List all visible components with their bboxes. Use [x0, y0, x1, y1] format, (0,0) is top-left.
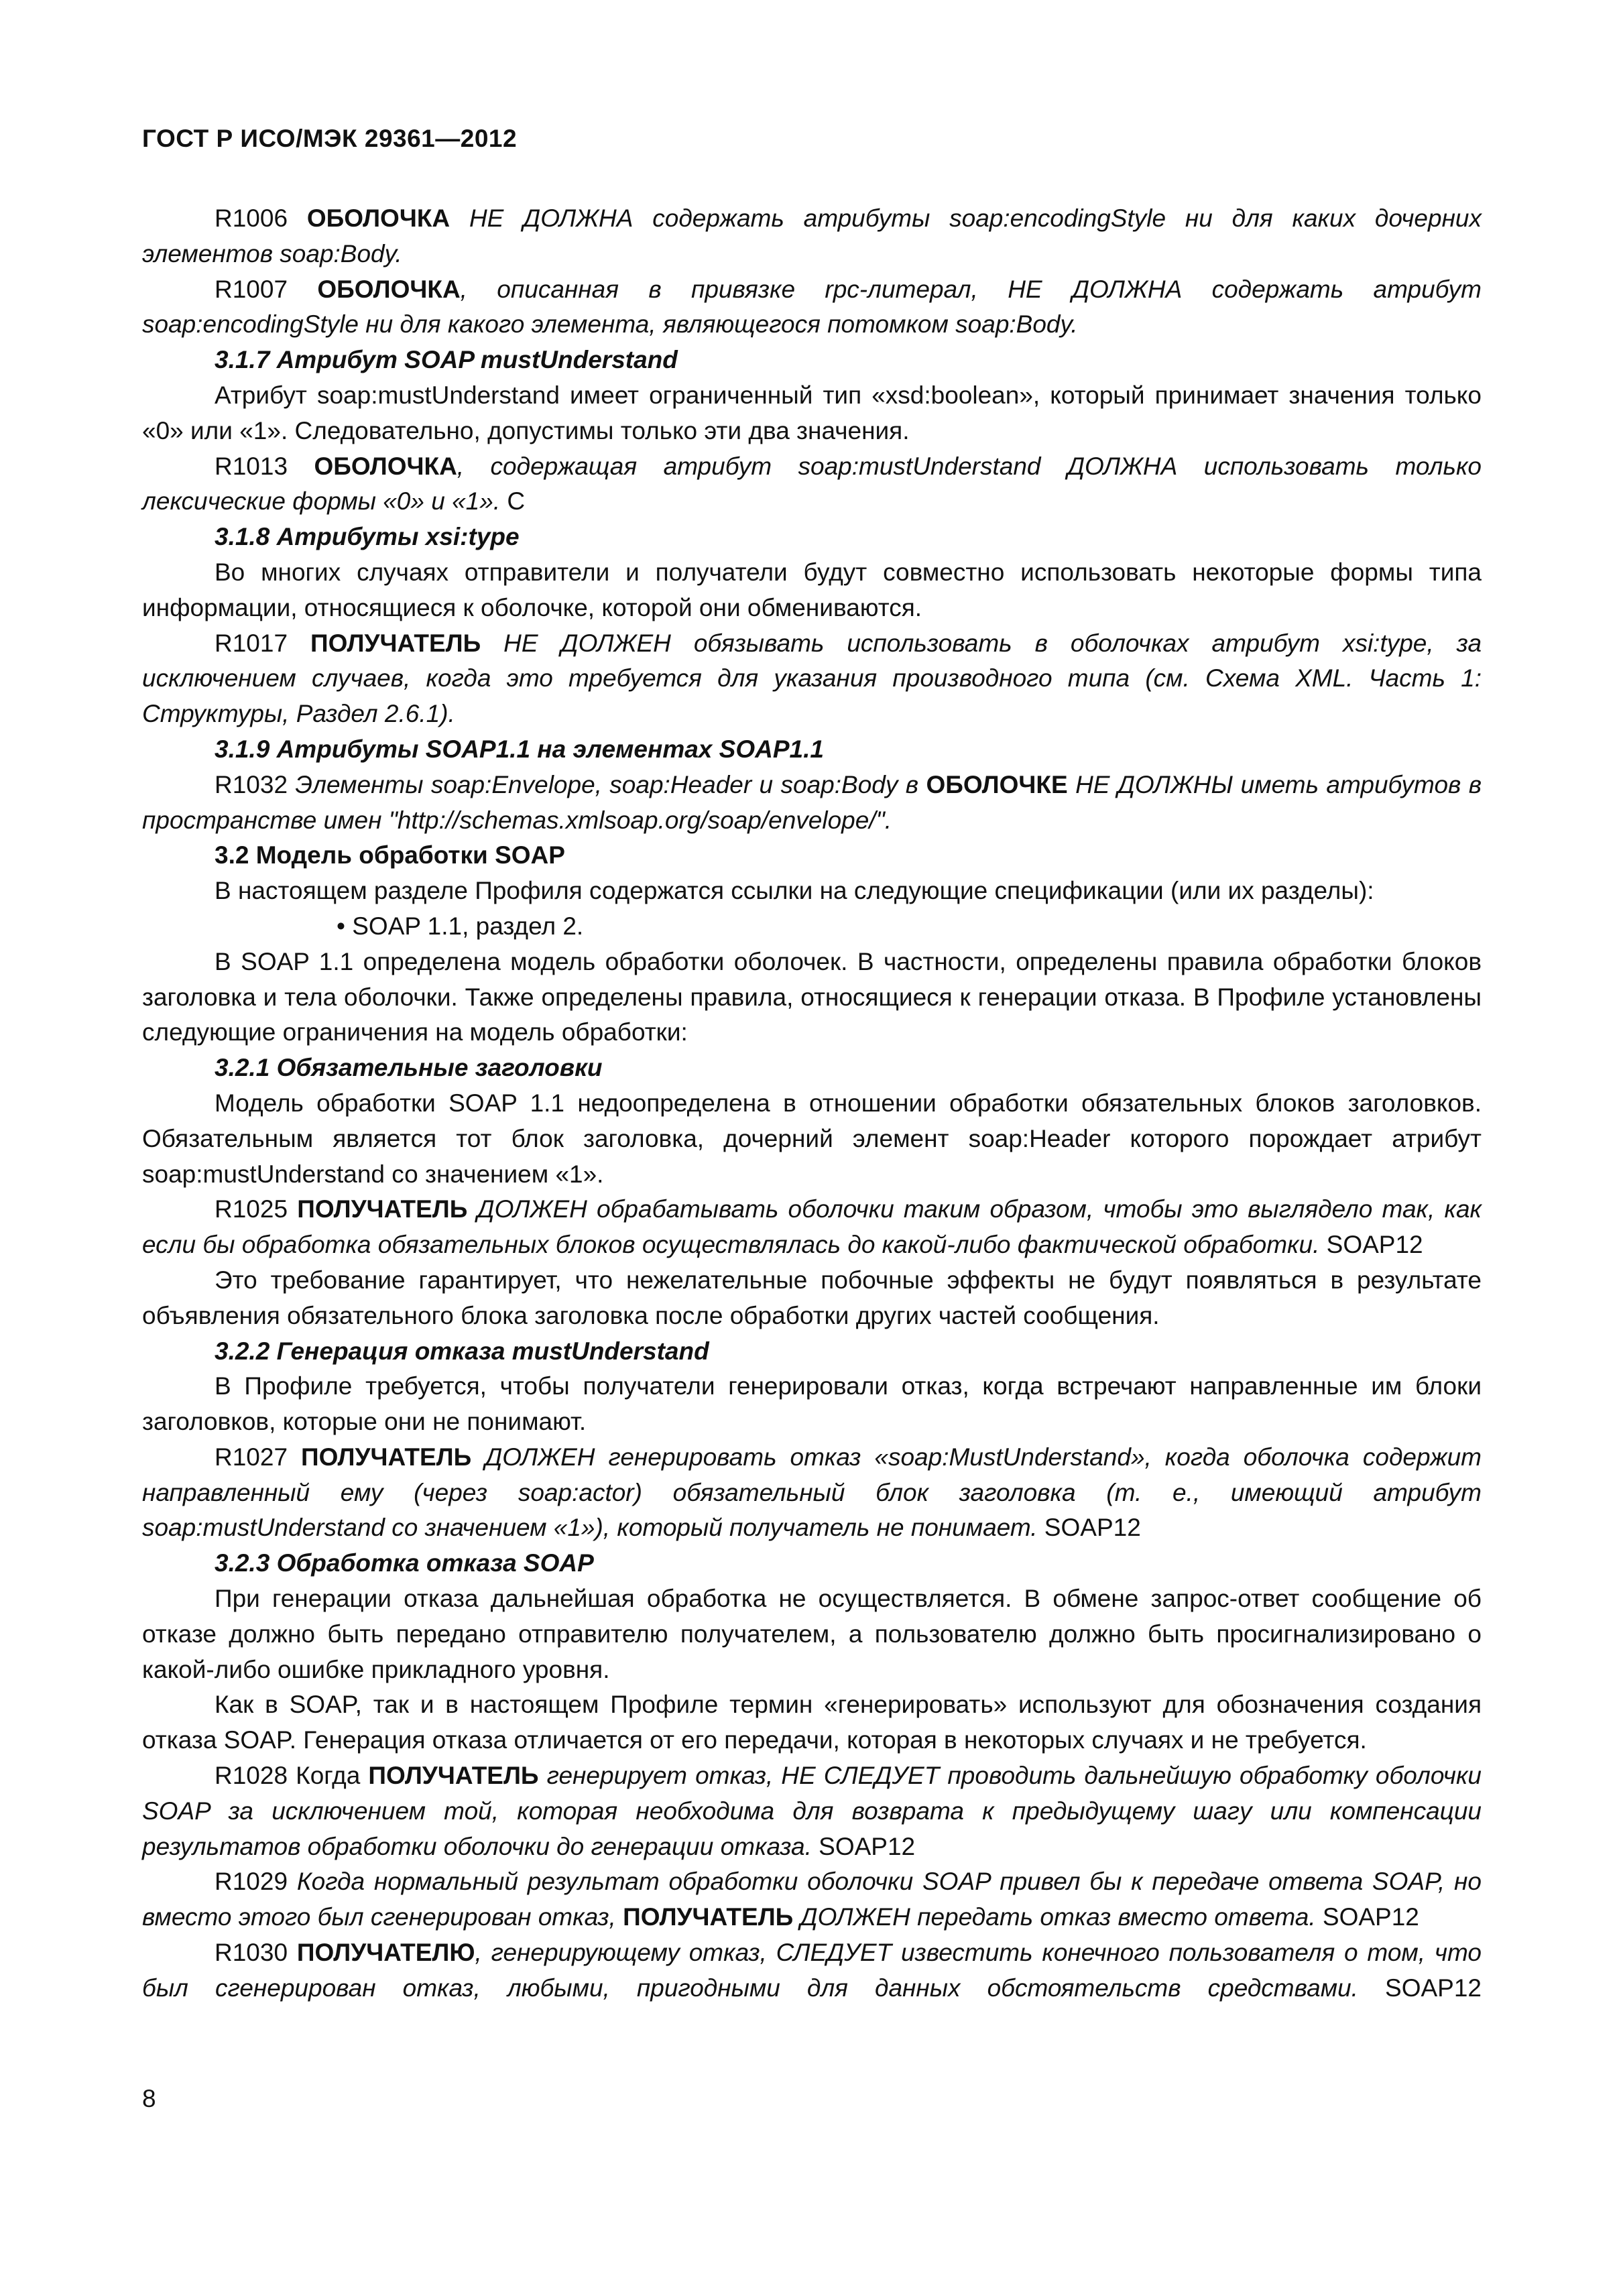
- requirement-text: ДОЛЖЕН генерировать отказ «soap:MustUnderstand», когда оболочка содержит направленный ему (через soap:actor) обязательный блок заголовка (т. е., имеющий атрибут soap:mustUnderstand со значением «1»), который получатель не понимает.: [142, 1443, 1482, 1542]
- requirement-r1006: [142, 201, 1482, 272]
- section-heading-3-1-9: 3.1.9 Атрибуты SOAP1.1 на элементах SOAP1.1: [215, 735, 824, 763]
- requirement-subject: ОБОЛОЧКА: [314, 452, 457, 480]
- requirement-subject: ПОЛУЧАТЕЛЬ: [623, 1903, 794, 1931]
- requirement-code: R1025: [215, 1195, 288, 1223]
- section-heading-3-1-8: 3.1.8 Атрибуты xsi:type: [215, 523, 520, 551]
- section-heading-3-2-3: 3.2.3 Обработка отказа SOAP: [215, 1549, 594, 1577]
- section-heading-3-1-7: 3.1.7 Атрибут SOAP mustUnderstand: [215, 346, 678, 374]
- requirement-text: НЕ ДОЛЖНА содержать атрибуты soap:encodingStyle ни для каких дочерних элементов soap:Body.: [142, 204, 1482, 267]
- paragraph: Во многих случаях отправители и получатели будут совместно использовать некоторые формы типа информации, относящиеся к оболочке, которой они обмениваются.: [142, 558, 1482, 621]
- section-heading-3-2-2: 3.2.2 Генерация отказа mustUnderstand: [215, 1337, 709, 1365]
- requirement-text: , содержащая атрибут soap:mustUnderstand ДОЛЖНА использовать только лексические формы «0» и «1».: [142, 452, 1482, 516]
- requirement-subject: ОБОЛОЧКА: [317, 275, 461, 303]
- paragraph: В SOAP 1.1 определена модель обработки оболочек. В частности, определены правила обработки блоков заголовка и тела оболочки. Также определены правила, относящиеся к генерации отказа. В Профиле установлены следующие ограничения на модель обработки:: [142, 947, 1482, 1046]
- requirement-r1029: [142, 1864, 1482, 1935]
- requirement-code: R1013: [215, 452, 288, 480]
- page-number: 8: [142, 2085, 156, 2112]
- requirement-subject: ОБОЛОЧКЕ: [926, 770, 1068, 798]
- requirement-code: R1028 Когда: [215, 1762, 361, 1790]
- requirement-code: R1006: [215, 204, 288, 232]
- requirement-r1025: [142, 1192, 1482, 1263]
- requirement-r1032: [142, 768, 1482, 839]
- requirement-subject: ПОЛУЧАТЕЛЬ: [310, 629, 481, 657]
- section-heading-3-2: 3.2 Модель обработки SOAP: [215, 841, 565, 869]
- standard-header: ГОСТ Р ИСО/МЭК 29361—2012: [142, 125, 518, 152]
- requirement-pre: Элементы soap:Envelope, soap:Header и soap:Body в: [295, 770, 919, 798]
- requirement-r1007: [142, 272, 1482, 343]
- requirement-suffix: SOAP12: [1315, 1903, 1419, 1931]
- requirement-r1013: [142, 449, 1482, 520]
- requirement-subject: ПОЛУЧАТЕЛЮ: [296, 1939, 475, 1967]
- requirement-code: R1027: [215, 1443, 288, 1471]
- requirement-subject: ОБОЛОЧКА: [306, 204, 450, 232]
- paragraph: Модель обработки SOAP 1.1 недоопределена в отношении обработки обязательных блоков заголовков. Обязательным является тот блок заголовка, дочерний элемент soap:Header которого порождает атрибут soap:mustUnderstand со значением «1».: [142, 1089, 1482, 1188]
- paragraph: Как в SOAP, так и в настоящем Профиле термин «генерировать» используют для обозначения создания отказа SOAP. Генерация отказа отличается от его передачи, которая в некоторых случаях и не требуется.: [142, 1691, 1482, 1754]
- paragraph: Атрибут soap:mustUnderstand имеет ограниченный тип «xsd:boolean», который принимает значения только «0» или «1». Следовательно, допустимы только эти два значения.: [142, 381, 1482, 444]
- requirement-pre: Когда нормальный результат обработки оболочки SOAP привел бы к передаче ответа SOAP, но вместо этого был сгенерирован отказ,: [142, 1868, 1482, 1931]
- paragraph: В настоящем разделе Профиля содержатся ссылки на следующие спецификации (или их разделы):: [215, 877, 1374, 905]
- requirement-text: ДОЛЖЕН обрабатывать оболочки таким образом, чтобы это выглядело так, как если бы обработка обязательных блоков осуществлялась до какой-либо фактической обработки.: [142, 1195, 1482, 1259]
- requirement-suffix: C: [500, 487, 526, 516]
- requirement-text: НЕ ДОЛЖЕН обязывать использовать в оболочках атрибут xsi:type, за исключением случаев, когда это требуется для указания производного типа (см. Схема XML. Часть 1: Структуры, Раздел 2.6.1).: [142, 629, 1482, 728]
- requirement-r1028: [142, 1758, 1482, 1864]
- requirement-suffix: SOAP12: [1037, 1514, 1141, 1542]
- requirement-code: R1030: [215, 1939, 288, 1967]
- requirement-subject: ПОЛУЧАТЕЛЬ: [297, 1195, 468, 1223]
- requirement-r1027: [142, 1440, 1482, 1546]
- requirement-suffix: SOAP12: [811, 1832, 916, 1860]
- requirement-text: ДОЛЖЕН передать отказ вместо ответа.: [800, 1903, 1316, 1931]
- requirement-r1017: [142, 626, 1482, 732]
- requirement-text: , генерирующему отказ, СЛЕДУЕТ известить конечного пользователя о том, что был сгенерирован отказ, любыми, пригодными для данных обстоятельств средствами.: [142, 1939, 1482, 2002]
- requirement-code: R1007: [215, 275, 288, 303]
- requirement-code: R1032: [215, 770, 288, 798]
- requirement-text: , описанная в привязке rpc-литерал, НЕ ДОЛЖНА содержать атрибут soap:encodingStyle ни для какого элемента, являющегося потомком soap:Body.: [142, 275, 1482, 339]
- paragraph: Это требование гарантирует, что нежелательные побочные эффекты не будут появляться в результате объявления обязательного блока заголовка после обработки других частей сообщения.: [142, 1266, 1482, 1329]
- requirement-text: НЕ ДОЛЖНЫ иметь атрибутов в пространстве имен "http://schemas.xmlsoap.org/soap/envelope/".: [142, 770, 1482, 834]
- requirement-suffix: SOAP12: [1319, 1231, 1423, 1259]
- list-item: • SOAP 1.1, раздел 2.: [337, 912, 584, 940]
- requirement-subject: ПОЛУЧАТЕЛЬ: [301, 1443, 472, 1471]
- requirement-r1030: [142, 1935, 1482, 2006]
- document-body: [142, 201, 1482, 2006]
- requirement-subject: ПОЛУЧАТЕЛЬ: [368, 1762, 539, 1790]
- section-heading-3-2-1: 3.2.1 Обязательные заголовки: [215, 1054, 603, 1082]
- paragraph: В Профиле требуется, чтобы получатели генерировали отказ, когда встречают направленные им блоки заголовков, которые они не понимают.: [142, 1372, 1482, 1436]
- requirement-suffix: SOAP12: [1358, 1974, 1482, 2002]
- requirement-code: R1017: [215, 629, 288, 657]
- requirement-code: R1029: [215, 1868, 288, 1896]
- paragraph: При генерации отказа дальнейшая обработка не осуществляется. В обмене запрос-ответ сообщение об отказе должно быть передано отправителю получателем, а пользователю должно быть просигнализировано о какой-либо ошибке прикладного уровня.: [142, 1585, 1482, 1683]
- requirement-text: генерирует отказ, НЕ СЛЕДУЕТ проводить дальнейшую обработку оболочки SOAP за исключением той, которая необходима для возврата к предыдущему шагу или компенсации результатов обработки оболочки до генерации отказа.: [142, 1762, 1482, 1860]
